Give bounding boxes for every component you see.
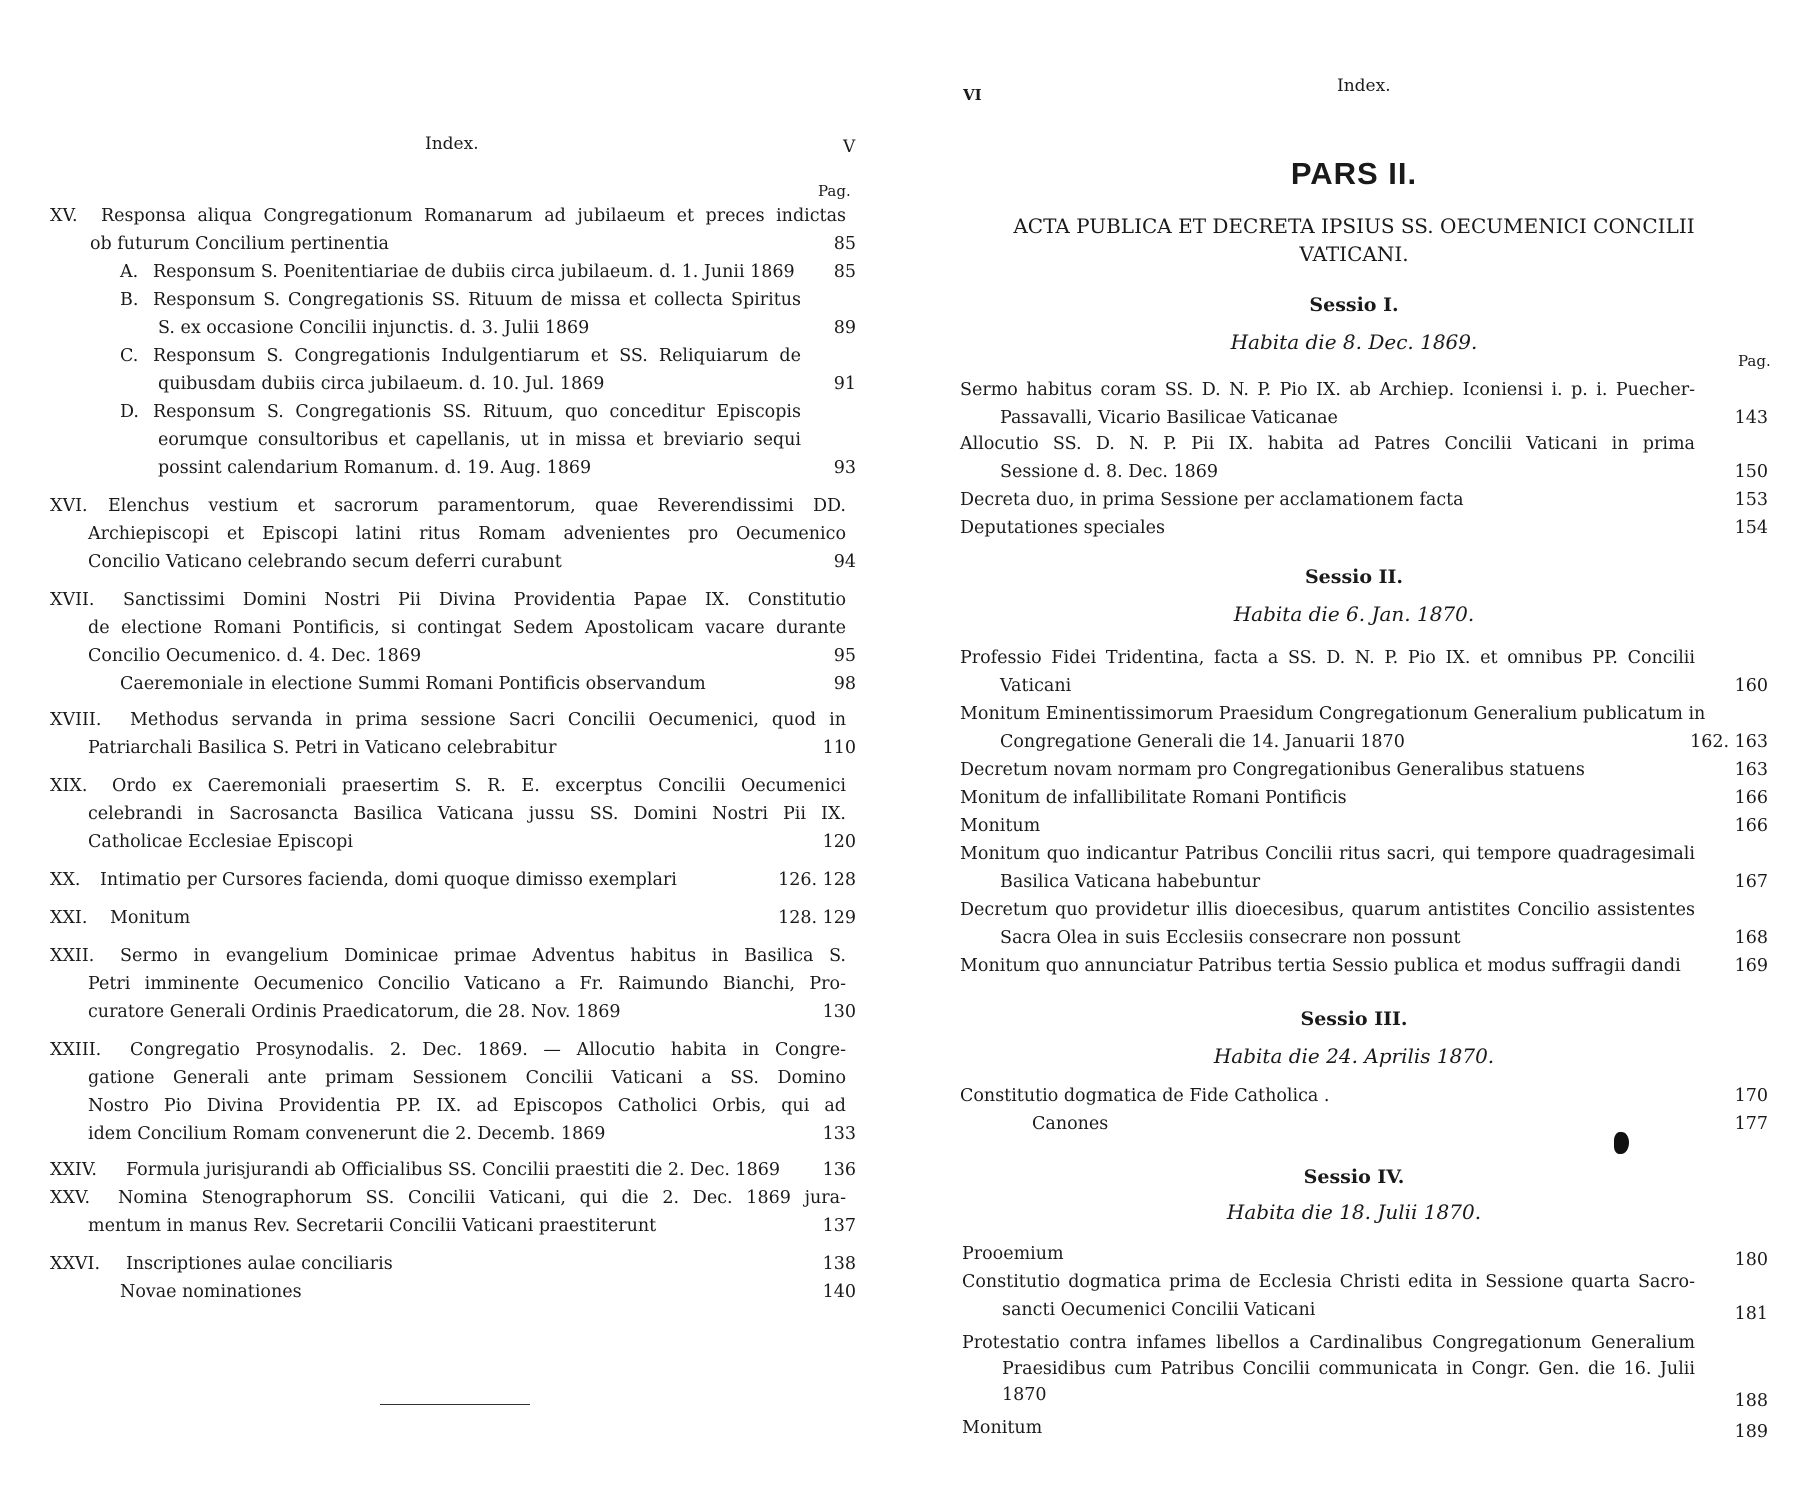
right-running-header: Index. bbox=[1337, 76, 1391, 96]
entry-page: 133 bbox=[822, 1124, 856, 1144]
entry-page: 94 bbox=[833, 552, 856, 572]
session-heading: Sessio I. bbox=[1309, 294, 1399, 316]
toc-entry bbox=[960, 644, 1768, 700]
toc-entry bbox=[960, 1082, 1768, 1110]
toc-entry bbox=[50, 866, 856, 894]
entry-page: 126. 128 bbox=[778, 870, 856, 890]
left-running-header: Index. bbox=[425, 134, 479, 154]
entry-number: XXI. bbox=[50, 908, 88, 928]
toc-entry bbox=[960, 756, 1768, 784]
entry-line: Sanctissimi Domini Nostri Pii Divina Providentia Papae IX. Constitutio bbox=[123, 590, 846, 610]
entry-page: 85 bbox=[833, 262, 856, 282]
toc-entry bbox=[960, 514, 1768, 542]
entry-line: Elenchus vestium et sacrorum paramentorum, quae Reverendissimi DD. bbox=[108, 496, 846, 516]
right-page-number: VI bbox=[963, 86, 982, 104]
toc-entry bbox=[120, 342, 856, 398]
entry-line: Sermo habitus coram SS. D. N. P. Pio IX. ab Archiep. Iconiensi i. p. i. Puecher- bbox=[960, 380, 1695, 400]
entry-page: 128. 129 bbox=[778, 908, 856, 928]
entry-page: 160 bbox=[1734, 676, 1768, 696]
entry-page: 162. 163 bbox=[1690, 732, 1768, 752]
entry-line: Congregatione Generali die 14. Januarii 1870 bbox=[1000, 732, 1405, 752]
entry-number: XV. bbox=[50, 206, 78, 226]
entry-page: 180 bbox=[1734, 1250, 1768, 1270]
toc-entry bbox=[50, 492, 856, 576]
entry-line: celebrandi in Sacrosancta Basilica Vaticana jussu SS. Domini Nostri Pii IX. bbox=[88, 804, 846, 824]
entry-page: 170 bbox=[1734, 1086, 1768, 1106]
entry-page: 177 bbox=[1734, 1114, 1768, 1134]
entry-line: Intimatio per Cursores facienda, domi quoque dimisso exemplari bbox=[100, 870, 677, 890]
toc-entry bbox=[50, 942, 856, 1026]
session-heading: Sessio III. bbox=[1300, 1008, 1408, 1030]
toc-entry bbox=[960, 784, 1768, 812]
toc-entry bbox=[50, 1156, 856, 1184]
entry-line: curatore Generali Ordinis Praedicatorum, die 28. Nov. 1869 bbox=[88, 1002, 621, 1022]
entry-line: Canones bbox=[1032, 1114, 1109, 1134]
entry-line: Professio Fidei Tridentina, facta a SS. D. N. P. Pio IX. et omnibus PP. Concilii bbox=[960, 648, 1695, 668]
entry-page: 169 bbox=[1734, 956, 1768, 976]
toc-entry bbox=[120, 398, 856, 482]
closing-rule bbox=[380, 1404, 530, 1405]
entry-line: Archiepiscopi et Episcopi latini ritus Romam advenientes pro Oecumenico bbox=[88, 524, 846, 544]
entry-line: Nostro Pio Divina Providentia PP. IX. ad Episcopos Catholici Orbis, qui ad bbox=[88, 1096, 846, 1116]
left-page-number: V bbox=[843, 137, 856, 157]
right-pag-label: Pag. bbox=[1738, 352, 1771, 370]
entry-number: XXIII. bbox=[50, 1040, 102, 1060]
entry-line: Sacra Olea in suis Ecclesiis consecrare non possunt bbox=[1000, 928, 1461, 948]
entry-page: 143 bbox=[1734, 408, 1768, 428]
toc-entry bbox=[962, 1240, 1768, 1268]
entry-line: Constitutio dogmatica de Fide Catholica . bbox=[960, 1086, 1330, 1106]
toc-entry bbox=[50, 1250, 856, 1278]
entry-line: Formula jurisjurandi ab Officialibus SS. Concilii praestiti die 2. Dec. 1869 bbox=[126, 1160, 781, 1180]
entry-page: 138 bbox=[822, 1254, 856, 1274]
entry-line: Monitum quo indicantur Patribus Concilii ritus sacri, qui tempore quadragesimali bbox=[960, 844, 1695, 864]
toc-entry bbox=[960, 952, 1768, 980]
toc-entry bbox=[960, 896, 1768, 952]
entry-line: Protestatio contra infames libellos a Cardinalibus Congregationum Generalium bbox=[962, 1333, 1695, 1353]
entry-line: Caeremoniale in electione Summi Romani Pontificis observandum bbox=[120, 674, 706, 694]
entry-number: XVIII. bbox=[50, 710, 102, 730]
toc-entry bbox=[120, 258, 856, 286]
session-heading: Sessio IV. bbox=[1303, 1166, 1405, 1188]
entry-line: mentum in manus Rev. Secretarii Concilii Vaticani praestiterunt bbox=[88, 1216, 657, 1236]
entry-line: Inscriptiones aulae conciliaris bbox=[126, 1254, 393, 1274]
entry-number: XXII. bbox=[50, 946, 95, 966]
entry-page: 137 bbox=[822, 1216, 856, 1236]
entry-number: XVI. bbox=[50, 496, 88, 516]
toc-entry bbox=[960, 376, 1768, 432]
entry-line: possint calendarium Romanum. d. 19. Aug. 1869 bbox=[158, 458, 592, 478]
entry-line: Monitum Eminentissimorum Praesidum Congregationum Generalium publicatum in bbox=[960, 704, 1706, 724]
toc-entry bbox=[50, 1184, 856, 1240]
entry-line: Patriarchali Basilica S. Petri in Vaticano celebrabitur bbox=[88, 738, 557, 758]
entry-page: 93 bbox=[833, 458, 856, 478]
session-date: Habita die 18. Julii 1870. bbox=[1226, 1200, 1482, 1224]
toc-entry bbox=[50, 904, 856, 932]
part-title: PARS II. bbox=[1290, 156, 1418, 191]
entry-line: ob futurum Concilium pertinentia bbox=[90, 234, 389, 254]
toc-entry bbox=[960, 430, 1768, 486]
entry-line: Catholicae Ecclesiae Episcopi bbox=[88, 832, 353, 852]
ink-blot bbox=[1614, 1132, 1629, 1154]
entry-line: Responsa aliqua Congregationum Romanarum ad jubilaeum et preces indictas bbox=[101, 206, 846, 226]
entry-number: A. bbox=[120, 262, 139, 282]
toc-entry bbox=[960, 486, 1768, 514]
entry-page: 120 bbox=[822, 832, 856, 852]
subtitle-line: VATICANI. bbox=[1299, 242, 1409, 266]
session-date: Habita die 24. Aprilis 1870. bbox=[1213, 1044, 1495, 1068]
toc-entry bbox=[962, 1414, 1768, 1442]
toc-entry bbox=[120, 286, 856, 342]
entry-page: 150 bbox=[1734, 462, 1768, 482]
entry-line: gatione Generali ante primam Sessionem Concilii Vaticani a SS. Domino bbox=[88, 1068, 846, 1088]
session-heading: Sessio II. bbox=[1304, 566, 1404, 588]
entry-number: XVII. bbox=[50, 590, 95, 610]
entry-page: 110 bbox=[822, 738, 856, 758]
entry-line: Decreta duo, in prima Sessione per acclamationem facta bbox=[960, 490, 1464, 510]
entry-line: Basilica Vaticana habebuntur bbox=[1000, 872, 1261, 892]
entry-line: Ordo ex Caeremoniali praesertim S. R. E. excerptus Concilii Oecumenici bbox=[112, 776, 846, 796]
entry-line: Monitum bbox=[960, 816, 1041, 836]
entry-line: Passavalli, Vicario Basilicae Vaticanae bbox=[1000, 408, 1338, 428]
entry-line: Monitum de infallibilitate Romani Pontificis bbox=[960, 788, 1347, 808]
entry-page: 136 bbox=[822, 1160, 856, 1180]
entry-page: 181 bbox=[1734, 1304, 1768, 1324]
entry-page: 140 bbox=[822, 1282, 856, 1302]
entry-number: XXIV. bbox=[50, 1160, 97, 1180]
part-subtitle bbox=[900, 212, 1808, 268]
entry-page: 168 bbox=[1734, 928, 1768, 948]
entry-line: de electione Romani Pontificis, si contingat Sedem Apostolicam vacare durante bbox=[88, 618, 846, 638]
entry-page: 167 bbox=[1734, 872, 1768, 892]
session-date: Habita die 8. Dec. 1869. bbox=[1230, 330, 1478, 354]
entry-line: 1870 bbox=[1002, 1385, 1047, 1405]
entry-number: XIX. bbox=[50, 776, 88, 796]
toc-entry bbox=[960, 1110, 1768, 1138]
session-date: Habita die 6. Jan. 1870. bbox=[1233, 602, 1475, 626]
subtitle-line: ACTA PUBLICA ET DECRETA IPSIUS SS. OECUMENICI CONCILII bbox=[1013, 214, 1695, 238]
entry-line: Nomina Stenographorum SS. Concilii Vaticani, qui die 2. Dec. 1869 jura- bbox=[118, 1188, 846, 1208]
entry-line: sancti Oecumenici Concilii Vaticani bbox=[1002, 1300, 1316, 1320]
entry-line: Concilio Vaticano celebrando secum deferri curabunt bbox=[88, 552, 562, 572]
entry-line: idem Concilium Romam convenerunt die 2. Decemb. 1869 bbox=[88, 1124, 606, 1144]
entry-page: 130 bbox=[822, 1002, 856, 1022]
entry-page: 98 bbox=[833, 674, 856, 694]
entry-line: Monitum quo annunciatur Patribus tertia Sessio publica et modus suffragii dandi bbox=[960, 956, 1681, 976]
toc-entry bbox=[50, 1278, 856, 1306]
entry-line: Petri imminente Oecumenico Concilio Vaticano a Fr. Raimundo Bianchi, Pro- bbox=[88, 974, 846, 994]
entry-page: 91 bbox=[833, 374, 856, 394]
entry-number: C. bbox=[120, 346, 139, 366]
entry-line: Monitum bbox=[110, 908, 191, 928]
entry-page: 153 bbox=[1734, 490, 1768, 510]
entry-line: eorumque consultoribus et capellanis, ut in missa et breviario sequi bbox=[158, 430, 801, 450]
entry-line: Vaticani bbox=[1000, 676, 1072, 696]
entry-line: Allocutio SS. D. N. P. Pii IX. habita ad Patres Concilii Vaticani in prima bbox=[960, 434, 1695, 454]
entry-line: Responsum S. Congregationis SS. Rituum de missa et collecta Spiritus bbox=[153, 290, 801, 310]
toc-entry bbox=[50, 670, 856, 698]
entry-number: XXV. bbox=[50, 1188, 91, 1208]
entry-number: XXVI. bbox=[50, 1254, 101, 1274]
entry-line: S. ex occasione Concilii injunctis. d. 3. Julii 1869 bbox=[158, 318, 590, 338]
entry-line: Deputationes speciales bbox=[960, 518, 1165, 538]
toc-entry bbox=[960, 840, 1768, 896]
entry-page: 89 bbox=[833, 318, 856, 338]
entry-number: D. bbox=[120, 402, 139, 422]
left-page bbox=[0, 0, 900, 1500]
right-page bbox=[900, 0, 1808, 1500]
entry-line: Responsum S. Congregationis Indulgentiarum et SS. Reliquiarum de bbox=[153, 346, 801, 366]
entry-line: Monitum bbox=[962, 1418, 1043, 1438]
entry-line: Prooemium bbox=[962, 1244, 1064, 1264]
entry-line: Decretum novam normam pro Congregationibus Generalibus statuens bbox=[960, 760, 1585, 780]
entry-line: Constitutio dogmatica prima de Ecclesia Christi edita in Sessione quarta Sacro- bbox=[962, 1272, 1695, 1292]
entry-page: 166 bbox=[1734, 816, 1768, 836]
entry-line: Novae nominationes bbox=[120, 1282, 302, 1302]
toc-entry bbox=[962, 1268, 1768, 1324]
entry-line: Decretum quo providetur illis dioecesibus, quarum antistites Concilio assistentes bbox=[960, 900, 1695, 920]
entry-page: 166 bbox=[1734, 788, 1768, 808]
entry-line: Responsum S. Congregationis SS. Rituum, quo conceditur Episcopis bbox=[153, 402, 801, 422]
toc-entry bbox=[50, 772, 856, 856]
left-pag-label: Pag. bbox=[818, 182, 851, 200]
toc-entry bbox=[960, 700, 1768, 756]
entry-line: quibusdam dubiis circa jubilaeum. d. 10. Jul. 1869 bbox=[158, 374, 605, 394]
toc-entry bbox=[962, 1330, 1768, 1411]
entry-number: B. bbox=[120, 290, 139, 310]
entry-page: 154 bbox=[1734, 518, 1768, 538]
toc-entry bbox=[960, 812, 1768, 840]
toc-entry bbox=[50, 706, 856, 762]
entry-page: 95 bbox=[833, 646, 856, 666]
toc-entry bbox=[50, 586, 856, 670]
entry-page: 163 bbox=[1734, 760, 1768, 780]
entry-number: XX. bbox=[50, 870, 81, 890]
entry-line: Concilio Oecumenico. d. 4. Dec. 1869 bbox=[88, 646, 422, 666]
entry-line: Praesidibus cum Patribus Concilii communicata in Congr. Gen. die 16. Julii bbox=[1002, 1359, 1695, 1379]
entry-line: Responsum S. Poenitentiariae de dubiis circa jubilaeum. d. 1. Junii 1869 bbox=[153, 262, 795, 282]
entry-line: Methodus servanda in prima sessione Sacri Concilii Oecumenici, quod in bbox=[130, 710, 846, 730]
entry-page: 189 bbox=[1734, 1422, 1768, 1442]
toc-entry bbox=[50, 202, 856, 258]
entry-page: 85 bbox=[833, 234, 856, 254]
entry-line: Congregatio Prosynodalis. 2. Dec. 1869. — Allocutio habita in Congre- bbox=[130, 1040, 846, 1060]
entry-page: 188 bbox=[1734, 1391, 1768, 1411]
toc-entry bbox=[50, 1036, 856, 1148]
entry-line: Sessione d. 8. Dec. 1869 bbox=[1000, 462, 1219, 482]
entry-line: Sermo in evangelium Dominicae primae Adventus habitus in Basilica S. bbox=[120, 946, 846, 966]
